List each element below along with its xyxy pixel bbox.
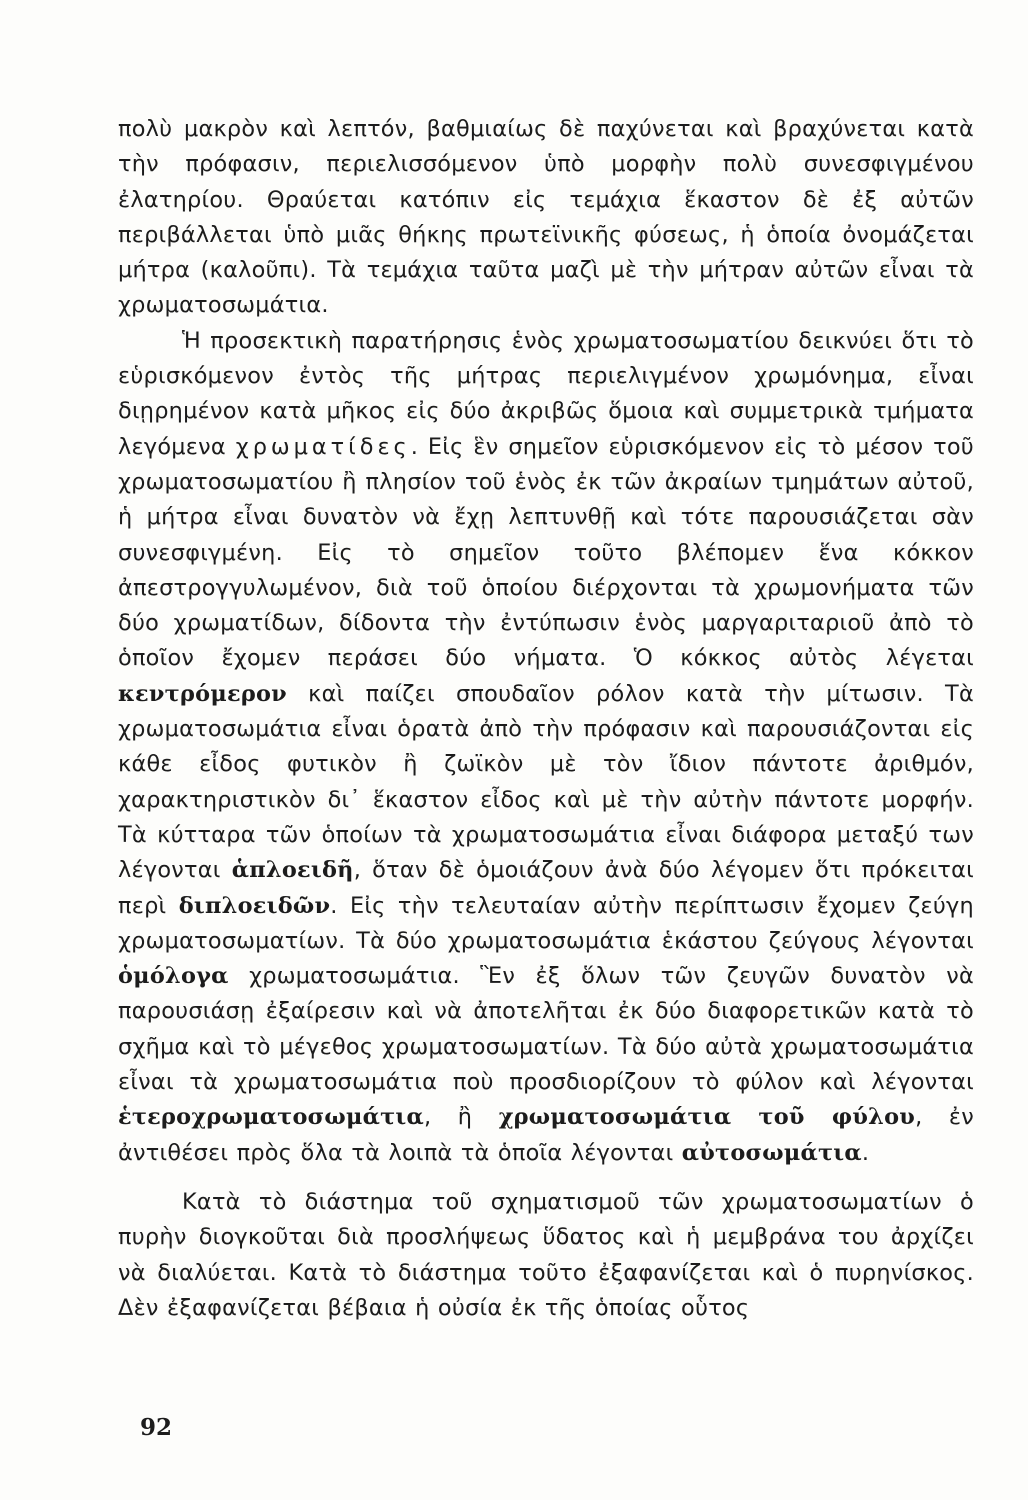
text-run: Ἡ προσεκτικὴ παρατήρησις ἑνὸς χρωματοσωματίου δεικνύει ὅτι τὸ εὑρισκόμενον ἐντὸς τῆς μήτρας περιελιγμένον χρωμόνημα, εἶναι διῃρημένον κατὰ μῆκος εἰς δύο ἀκριβῶς ὅμοια καὶ συμμετρικὰ τμήματα λεγόμενα: [118, 327, 974, 460]
text-run: , ἢ: [424, 1104, 499, 1131]
paragraph-continuation: [118, 112, 974, 324]
paragraph-text: πολὺ μακρὸν καὶ λεπτόν, βαθμιαίως δὲ παχύνεται καὶ βραχύνεται κατὰ τὴν πρόφασιν, περιελισσόμενον ὑπὸ μορφὴν πολὺ συνεσφιγμένου ἐλατηρίου. Θραύεται κατόπιν εἰς τεμάχια ἕκαστον δὲ ἐξ αὐτῶν περιβάλλεται ὑπὸ μιᾶς θήκης πρωτεϊνικῆς φύσεως, ἡ ὁποία ὀνομάζεται μήτρα (καλοῦπι). Τὰ τεμάχια ταῦτα μαζὶ μὲ τὴν μήτραν αὐτῶν εἶναι τὰ χρωματοσωμάτια.: [118, 116, 974, 319]
paragraph-chromatids: [118, 324, 974, 1171]
term-heterochromosomes: ἑτεροχρωματοσωμάτια: [118, 1104, 424, 1131]
term-homologous: ὁμόλογα: [118, 963, 229, 990]
paragraph-text: Κατὰ τὸ διάστημα τοῦ σχηματισμοῦ τῶν χρωματοσωματίων ὁ πυρὴν διογκοῦται διὰ προσλήψεως ὕδατος καὶ ἡ μεμβράνα του ἀρχίζει νὰ διαλύεται. Κατὰ τὸ διάστημα τοῦτο ἐξαφανίζεται καὶ ὁ πυρηνίσκος. Δὲν ἐξαφανίζεται βέβαια ἡ οὐσία ἐκ τῆς ὁποίας οὗτος: [118, 1188, 974, 1321]
term-haploid: ἁπλοειδῆ: [231, 857, 354, 884]
text-run: . Εἰς τὴν τελευταίαν αὐτὴν περίπτωσιν ἔχομεν ζεύγη χρωματοσωματίων. Τὰ δύο χρωματοσωμάτια ἑκάστου ζεύγους λέγονται: [118, 892, 974, 954]
text-run: , ἐν ἀντιθέσει πρὸς ὅλα τὰ λοιπὰ τὰ ὁποῖα λέγονται: [118, 1104, 974, 1166]
text-run: .: [861, 1139, 870, 1166]
term-chromatids: χρωματίδες: [235, 433, 411, 460]
term-autosomes: αὐτοσωμάτια: [681, 1139, 862, 1166]
term-centromere: κεντρόμερον: [118, 680, 287, 707]
term-diploid: διπλοειδῶν: [178, 892, 331, 919]
paragraph-nucleus: [118, 1185, 974, 1326]
text-run: . Εἰς ἓν σημεῖον εὑρισκόμενον εἰς τὸ μέσον τοῦ χρωματοσωματίου ἢ πλησίον τοῦ ἑνὸς ἐκ τῶν ἀκραίων τμημάτων αὐτοῦ, ἡ μήτρα εἶναι δυνατὸν νὰ ἔχῃ λεπτυνθῇ καὶ τότε παρουσιάζεται σὰν συνεσφιγμένη. Εἰς τὸ σημεῖον τοῦτο βλέπομεν ἕνα κόκκον ἀπεστρογγυλωμένον, διὰ τοῦ ὁποίου διέρχονται τὰ χρωμονήματα τῶν δύο χρωματίδων, δίδοντα τὴν ἐντύπωσιν ἑνὸς μαργαριταριοῦ ἀπὸ τὸ ὁποῖον ἔχομεν περάσει δύο νήματα. Ὁ κόκκος αὐτὸς λέγεται: [118, 433, 974, 672]
text-run: , ὅταν δὲ ὁμοιάζουν ἀνὰ δύο λέγομεν ὅτι πρόκειται περὶ: [118, 857, 974, 919]
term-sex-chromosomes: χρωματοσωμάτια τοῦ φύλου: [498, 1104, 916, 1131]
page-number: 92: [140, 1414, 173, 1441]
text-run: καὶ παίζει σπουδαῖον ρόλον κατὰ τὴν μίτωσιν. Τὰ χρωματοσωμάτια εἶναι ὁρατὰ ἀπὸ τὴν πρόφασιν καὶ παρουσιάζονται εἰς κάθε εἶδος φυτικὸν ἢ ζωϊκὸν μὲ τὸν ἴδιον πάντοτε ἀριθμόν, χαρακτηριστικὸν δι᾽ ἕκαστον εἶδος καὶ μὲ τὴν αὐτὴν πάντοτε μορφήν. Τὰ κύτταρα τῶν ὁποίων τὰ χρωματοσωμάτια εἶναι διάφορα μεταξύ των λέγονται: [118, 680, 974, 884]
text-run: χρωματοσωμάτια. Ἓν ἐξ ὅλων τῶν ζευγῶν δυνατὸν νὰ παρουσιάσῃ ἐξαίρεσιν καὶ νὰ ἀποτελῆται ἐκ δύο διαφορετικῶν κατὰ τὸ σχῆμα καὶ τὸ μέγεθος χρωματοσωματίων. Τὰ δύο αὐτὰ χρωματοσωμάτια εἶναι τὰ χρωματοσωμάτια ποὺ προσδιορίζουν τὸ φύλον καὶ λέγονται: [118, 963, 974, 1096]
body-text: [118, 112, 974, 1326]
